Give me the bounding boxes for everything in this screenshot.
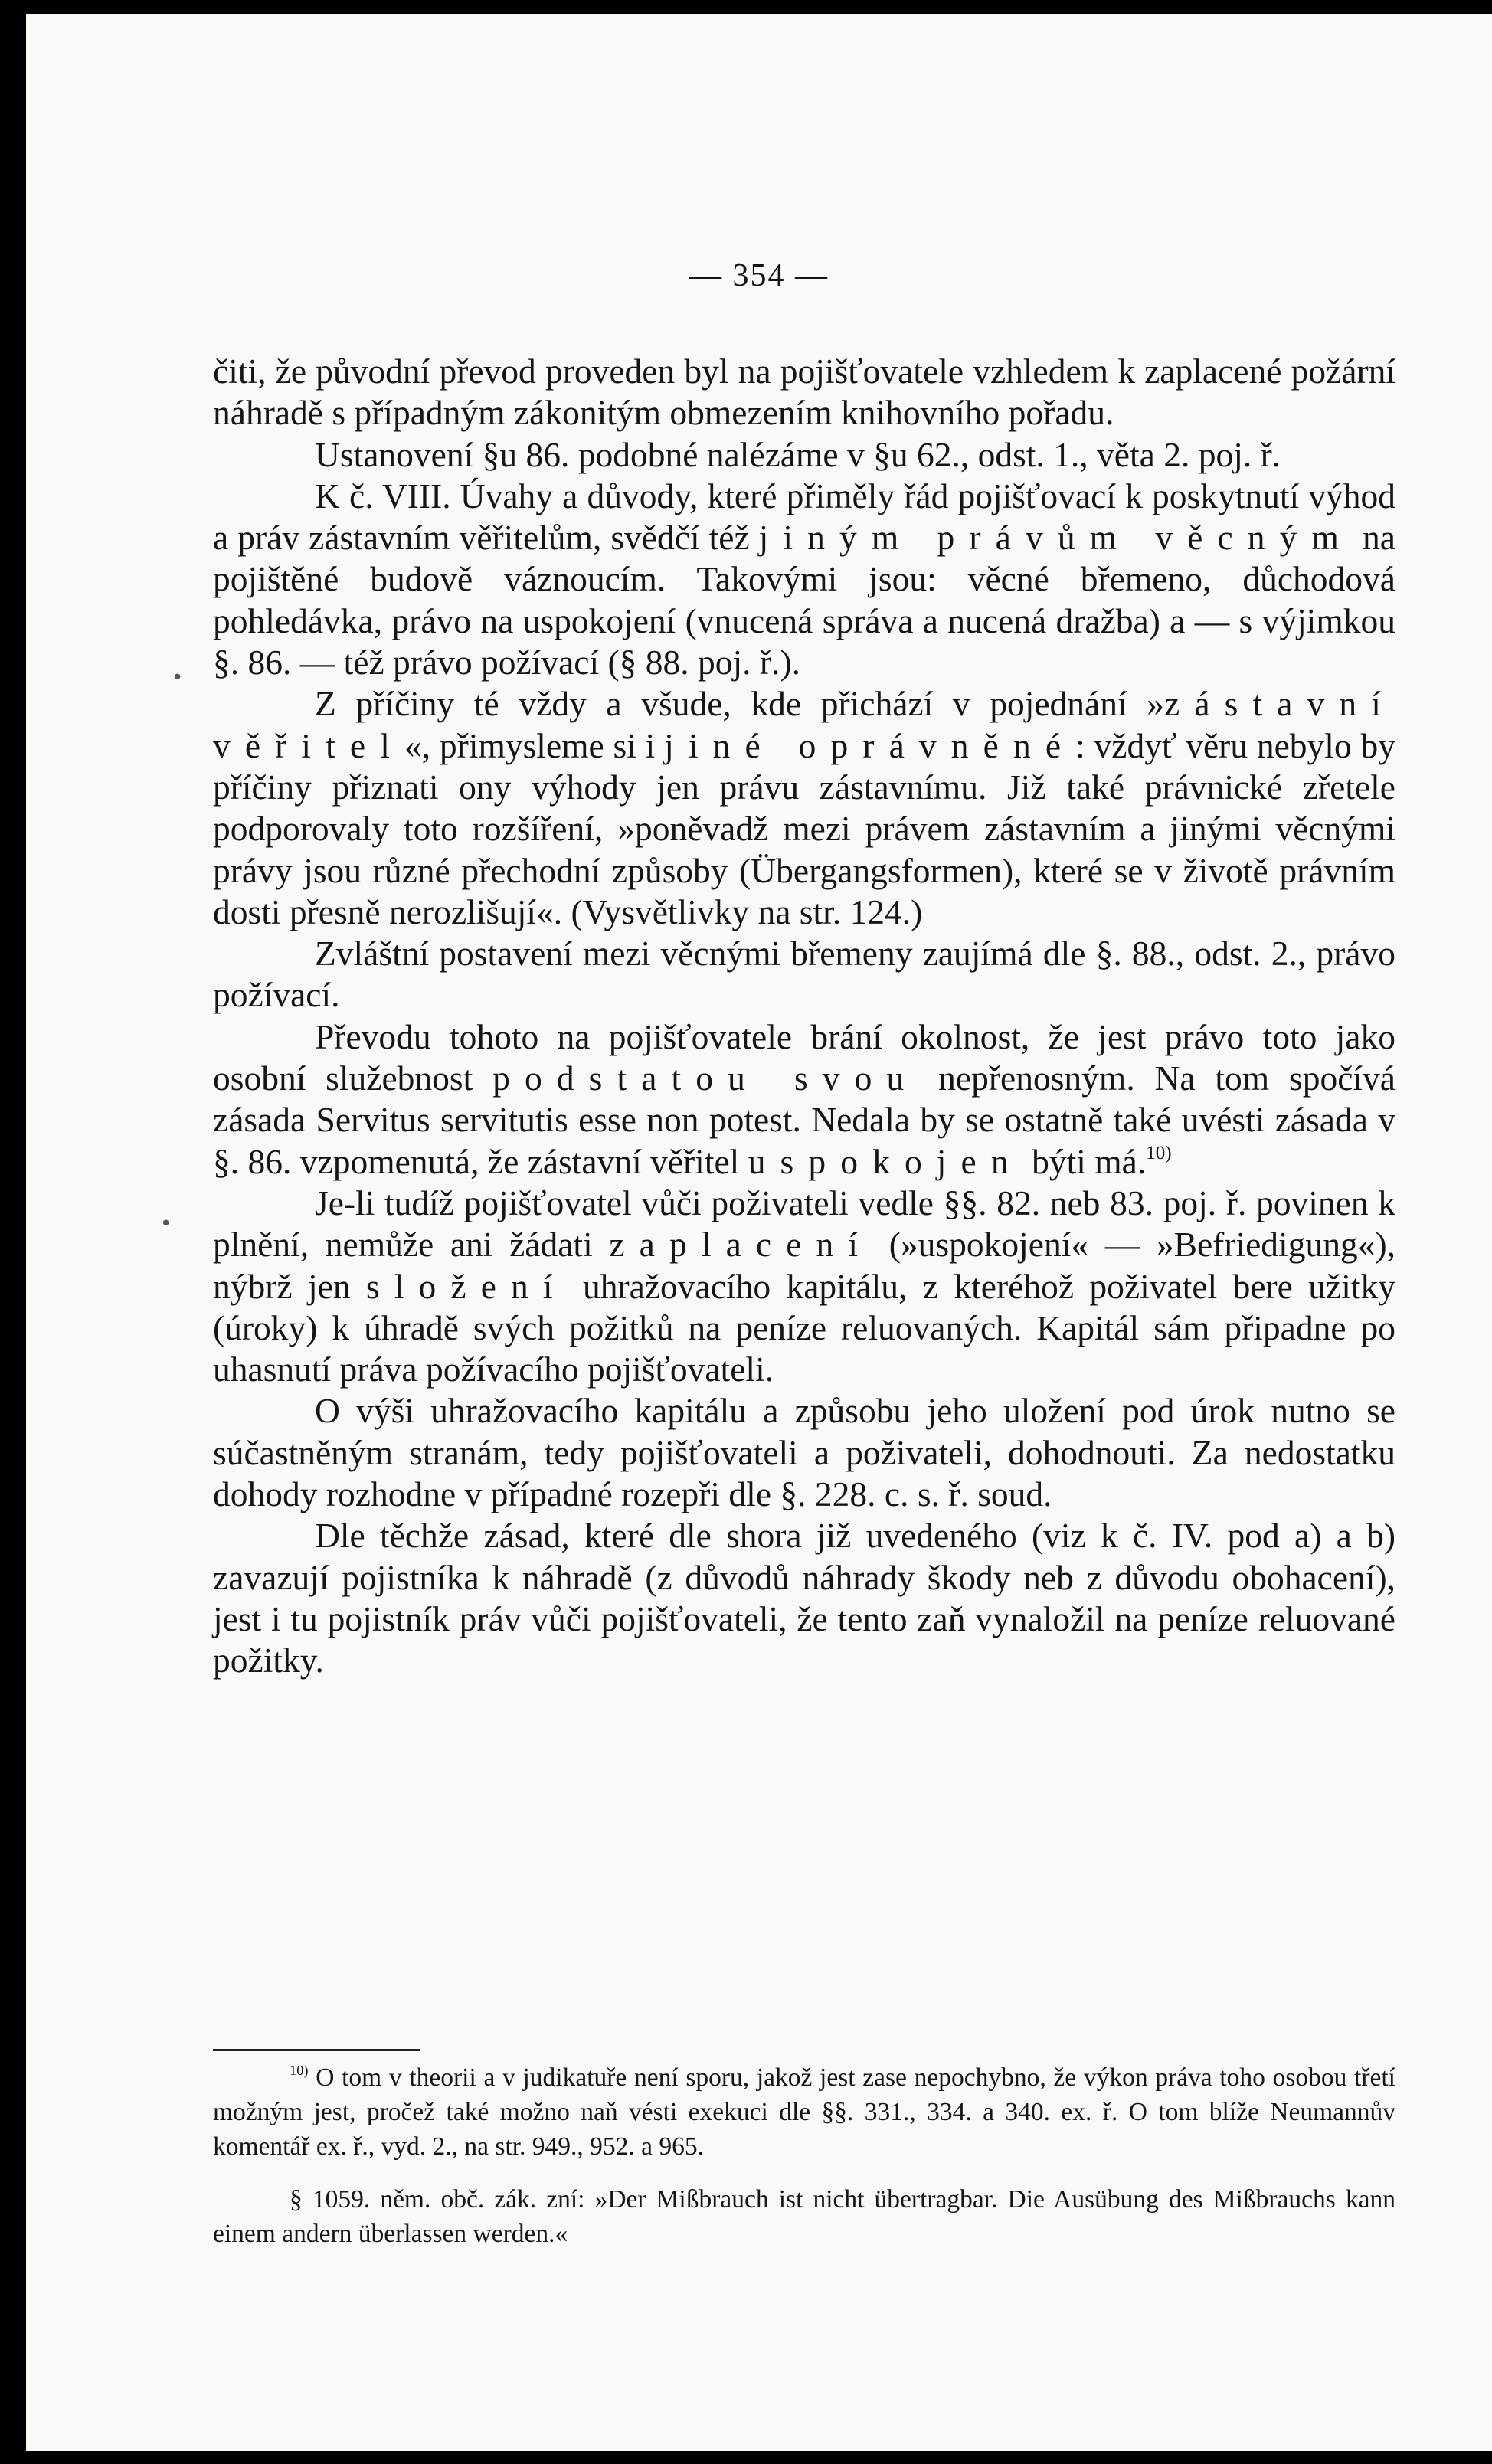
paragraph-2 [213,434,1395,476]
paragraph-7 [213,1183,1395,1390]
footnotes [213,2060,1395,2251]
margin-speck: • [172,666,184,689]
paragraph-5 [213,933,1395,1016]
main-text [213,351,1395,1682]
spaced-emphasis: podstatou svou [492,1059,919,1098]
footnote-divider [213,2049,420,2051]
text-run: nepřenosným. Na tom spočívá zásada Servitus servitutis esse non potest. Nedala by se ostatně také uvésti zásada v §. 86. vzpomenutá, že zástavní věřitel [213,1059,1396,1181]
footnote-text: § 1059. něm. obč. zák. zní: »Der Mißbrauch ist nicht übertragbar. Die Ausübung des Mißbrauchs kann einem andern überlassen werden.« [213,2185,1395,2248]
text-run: býti má. [1022,1141,1147,1181]
text-run: Je-li tudíž pojišťovatel vůči poživateli vedle §§. 82. neb 83. poj. ř. povinen k plnění, nemůže ani žádati [213,1183,1395,1265]
document-page [26,14,1492,2451]
text-run: Převodu tohoto na pojišťovatele brání okolnost, že jest právo toto jako osobní služebnost [213,1016,1395,1098]
text-run: Dle těchže zásad, které dle shora již uvedeného (viz k č. IV. pod a) a b) zavazují pojistníka k náhradě (z důvodů náhrady škody neb z důvodu obohacení), jest i tu pojistník práv vůči pojišťovateli, že tento zaň vynaložil na peníze reluované požitky. [213,1516,1395,1680]
paragraph-1 [213,351,1395,434]
paragraph-4 [213,683,1395,933]
margin-speck: • [160,1212,172,1235]
text-run: K č. VIII. Úvahy a důvody, které přiměly řád pojišťovací k poskytnutí výhod a práv zástavním věřitelům, svědčí též [213,476,1395,558]
footnote-10 [213,2060,1395,2164]
spaced-emphasis: složení [365,1266,568,1306]
spaced-emphasis: jiné oprávněné [664,725,1076,765]
text-run: na pojištěné budově váznoucím. Takovými jsou: věcné břemeno, důchodová pohledávka, právo na uspokojení (vnucená správa a nucená dražba) a — s výjimkou §. 86. — též právo požívací (§ 88. poj. ř.). [213,518,1395,682]
text-run: uhražovacího kapitálu, z kteréhož poživatel bere užitky (úroky) k úhradě svých požitků na peníze reluovaných. Kapitál sám připadne po uhasnutí práva požívacího pojišťovateli. [213,1266,1395,1389]
text-run: Zvláštní postavení mezi věcnými břemeny zaujímá dle §. 88., odst. 2., právo požívací. [213,934,1395,1015]
spaced-emphasis: uspokojen [748,1141,1023,1181]
spaced-emphasis: zaplacení [609,1225,873,1265]
text-run: O výši uhražovacího kapitálu a způsobu jeho uložení pod úrok nutno se súčastněným stranám, tedy pojišťovateli a poživateli, dohodnouti. Za nedostatku dohody rozhodne v případné rozepři dle §. 228. c. s. ř. soud. [213,1391,1395,1514]
footnote-ref: 10) [1146,1142,1172,1163]
footnote-continuation [213,2182,1395,2251]
paragraph-8 [213,1390,1395,1515]
paragraph-6 [213,1016,1395,1183]
text-run: (»uspokojení« — »Befriedigung«), nýbrž jen [213,1225,1395,1306]
text-run: Z příčiny té vždy a všude, kde přichází v pojednání » [315,684,1165,724]
footnote-number: 10) [290,2063,309,2079]
text-run: Ustanovení §u 86. podobné nalézáme v §u 62., odst. 1., věta 2. poj. ř. [315,434,1281,474]
paragraph-3 [213,476,1395,683]
text-run: : vždyť věru nebylo by příčiny přiznati ony výhody jen právu zástavnímu. Již také právnické zřetele podporovaly toto rozšíření, »poněvadž mezi právem zástavním a jinými věcnými právy jsou různé přechodní způsoby (Übergangsformen), které se v životě právním dosti přesně nerozlišují«. (Vysvětlivky na str. 124.) [213,725,1395,931]
page-number: — 354 — [689,258,829,293]
page-sheet [26,14,1492,2451]
text-run: «, přimysleme si i [404,725,665,765]
text-run: čiti, že původní převod proveden byl na pojišťovatele vzhledem k zaplacené požární náhradě s případným zákonitým obmezením knihovního pořadu. [213,352,1395,433]
spaced-emphasis: jiným právům věcným [758,518,1354,558]
footnote-text: O tom v theorii a v judikatuře není sporu, jakož jest zase nepochybno, že výkon práva toho osobou třetí možným jest, pročež také možno naň vésti exekuci dle §§. 331., 334. a 340. ex. ř. O tom blíže Neumannův komentář ex. ř., vyd. 2., na str. 949., 952. a 965. [213,2063,1395,2161]
paragraph-9 [213,1515,1395,1681]
spaced-emphasis: zástavní věřitel [213,684,1395,765]
